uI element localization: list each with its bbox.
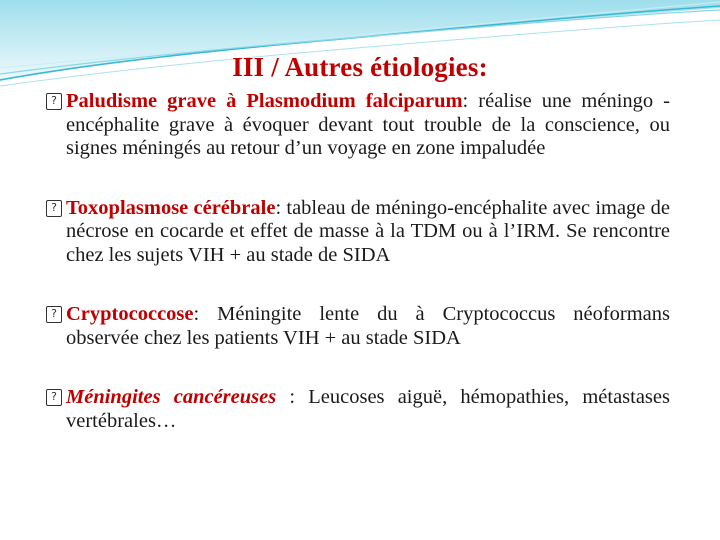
slide-title: III / Autres étiologies: — [232, 52, 488, 82]
item-heading: Méningites cancéreuses — [66, 386, 277, 408]
item-heading: Cryptococcose — [66, 303, 194, 325]
list-item — [46, 386, 670, 433]
bullet-list — [46, 90, 670, 433]
item-text: : tableau de méningo-encéphalite avec image de nécrose en cocarde et effet de masse à la TDM ou à l’IRM. Se rencontre chez les sujets VIH + au stade de SIDA — [66, 196, 670, 266]
item-heading: Toxoplasmose cérébrale — [66, 196, 276, 219]
bullet-box-icon: ? — [46, 306, 62, 323]
list-item — [46, 90, 670, 161]
item-heading: Paludisme grave à Plasmodium falciparum — [66, 90, 463, 112]
item-text: : Leucoses aiguë, hémopathies, métastases vertébrales… — [66, 386, 670, 432]
bullet-box-icon: ? — [46, 389, 62, 406]
bullet-box-icon: ? — [46, 93, 62, 110]
item-text: : Méningite lente du à Cryptococcus néoformans observée chez les patients VIH + au stade SIDA — [66, 303, 670, 349]
bullet-box-icon: ? — [46, 200, 62, 217]
item-text: : réalise une méningo - encéphalite grave à évoquer devant tout trouble de la conscience, ou signes méningés au retour d’un voyage en zone impaludée — [66, 90, 670, 159]
list-item — [46, 303, 670, 350]
list-item — [46, 197, 670, 268]
